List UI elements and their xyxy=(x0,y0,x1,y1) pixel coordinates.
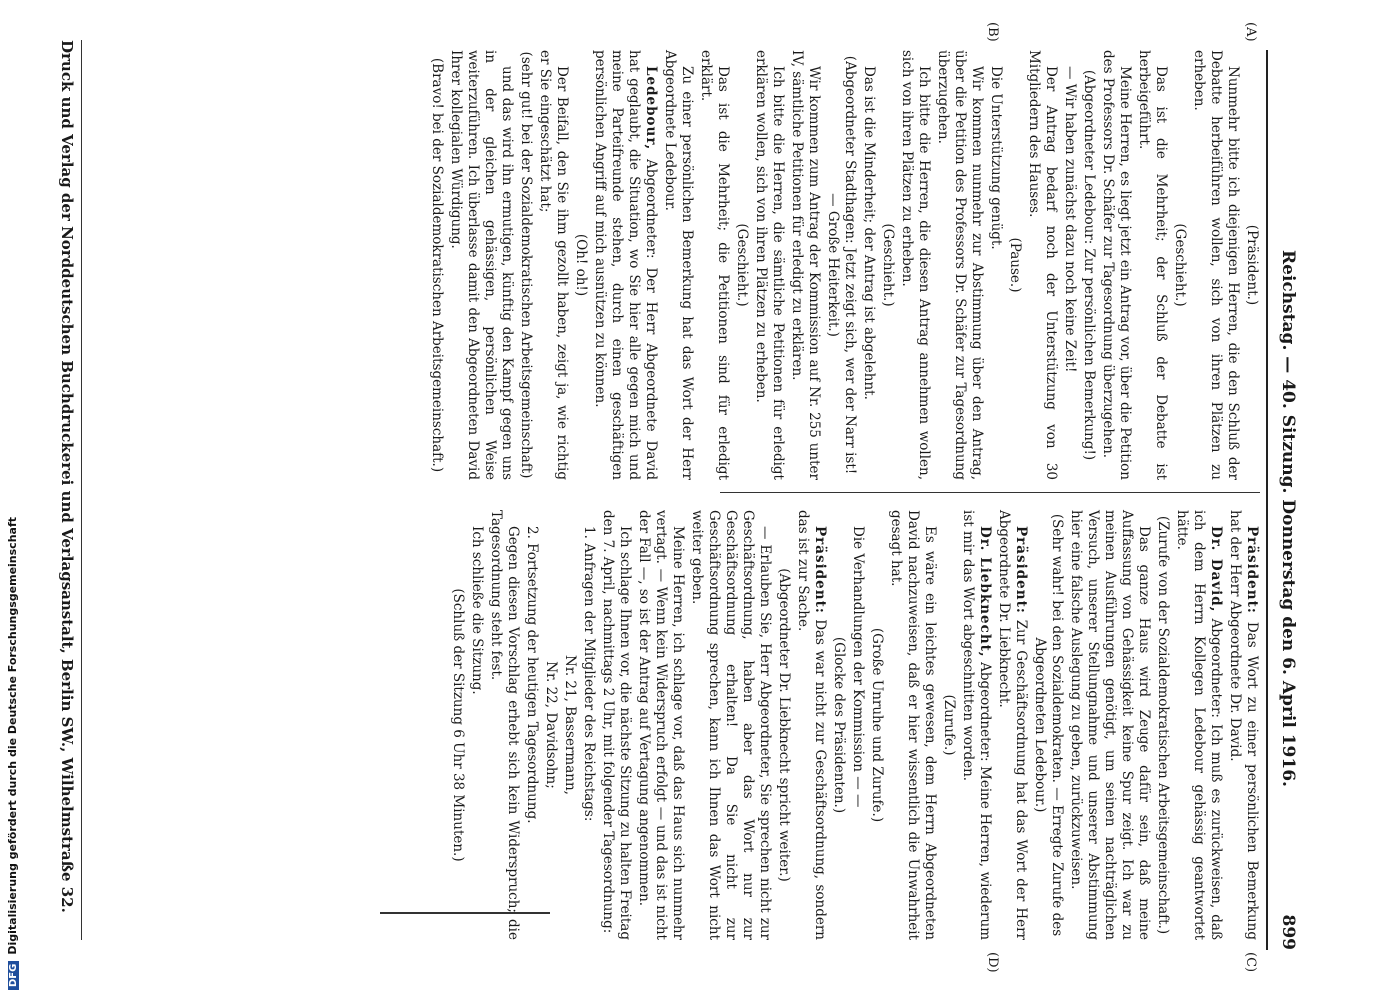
header-rule xyxy=(1266,50,1268,950)
margin-marker-c: (C) xyxy=(1243,952,1258,973)
right-column xyxy=(450,510,1260,941)
agenda-subitem: Nr. 22, Davidsohn; xyxy=(543,661,559,789)
speaker-name: Präsident: xyxy=(812,526,828,614)
speech-text: Das Wort zu einer persönlichen Bemerkung hat der Herr Abgeordnete Dr. David. xyxy=(1227,510,1260,941)
speaker-name: Dr. Liebknecht, xyxy=(977,526,993,658)
paragraph: Wir kommen nunmehr zur Abstimmung über den Antrag, über die Petition des Professors Dr. Schäfer zur Tagesordnung überzugehen. xyxy=(935,50,985,480)
paragraph: — Wir haben zunächst dazu noch keine Zeit! xyxy=(1062,66,1078,373)
paragraph: Der Beifall, den Sie ihm gezollt haben, zeigt ja, wie richtig er Sie eingeschätzt hat; xyxy=(537,50,570,480)
footer-rule xyxy=(81,40,82,940)
paragraph: Ich schließe die Sitzung. xyxy=(469,526,485,695)
speaker-name: Ledebour, xyxy=(643,66,659,151)
speech-text: Abgeordneter: Meine Herren, wiederum ist mir das Wort abgeschnitten worden. xyxy=(960,510,993,941)
paragraph: Das ist die Mehrheit; die Petitionen sind für erledigt erklärt. xyxy=(698,50,731,480)
paragraph: Die Unterstützung genügt. xyxy=(988,66,1004,250)
session-end-note: (Schluß der Sitzung 6 Uhr 38 Minuten.) xyxy=(450,588,466,862)
speaker-name: Präsident: xyxy=(1013,526,1029,614)
page-number: 899 xyxy=(1278,914,1298,950)
interjection: (sehr gut! bei der Sozialdemokratischen Arbeitsgemeinschaft) xyxy=(518,51,534,479)
margin-marker-b: (B) xyxy=(985,22,1000,42)
interjection: (Sehr wahr! bei den Sozialdemokraten. — Erregte Zurufe des Abgeordneten Ledebour.) xyxy=(1032,513,1065,937)
credit-text: Digitalisierung gefördert durch die Deutsche Forschungsgemeinschaft xyxy=(6,516,19,955)
interjection: (Abgeordneter Stadthagen: Jetzt zeigt sich, wer der Narr ist! — Große Heiterkeit.) xyxy=(825,55,858,475)
paragraph: und das wird ihn ermutigen, künftig den Kampf gegen uns in der gleichen gehässigen, persönlichen Weise weiterzuführen. Ich überlasse damit den Abgeordneten David Ihrer kollegialen Würdigung. xyxy=(448,50,515,480)
speaker-name: Dr. David, xyxy=(1208,526,1224,613)
interjection: (Glocke des Präsidenten.) xyxy=(831,636,847,814)
paragraph: Wir kommen zum Antrag der Kommission auf Nr. 255 unter IV, sämtliche Petitionen für erledigt zu erklären. xyxy=(789,50,822,480)
paragraph: Nunmehr bitte ich diejenigen Herren, die den Schluß der Debatte herbeiführen wollen, sich von ihren Plätzen zu erheben. xyxy=(1191,50,1241,480)
interjection: (Geschieht.) xyxy=(734,223,750,307)
paragraph: Meine Herren, es liegt jetzt ein Antrag vor, über die Petition des Professors Dr. Schäfer zur Tagesordnung überzugehen. xyxy=(1100,50,1133,480)
interjection: (Bravo! bei der Sozialdemokratischen Arbeitsgemeinschaft.) xyxy=(429,57,445,473)
imprint: Druck und Verlag der Norddeutschen Buchdruckerei und Verlagsanstalt, Berlin SW., Wilhelmstraße 32. xyxy=(58,40,76,913)
interjection: (Große Unruhe und Zurufe.) xyxy=(869,627,885,823)
footer xyxy=(42,40,82,960)
digitization-credit xyxy=(6,10,22,990)
interjection: (Geschieht.) xyxy=(880,223,896,307)
paragraph: Das ist die Mehrheit; der Schluß der Debatte ist herbeigeführt. xyxy=(1136,50,1169,480)
rotated-page xyxy=(420,22,1300,973)
paragraph: — Erlauben Sie, Herr Abgeordneter, Sie sprechen nicht zur Geschäftsordnung, haben aber das Wort nur zur Geschäftsordnung erhalten! Da Sie nicht zur Geschäftsordnung sprechen, kann ich Ihnen das Wort nicht weiter geben. xyxy=(689,510,773,940)
interjection: (Abgeordneter Ledebour: Zur persönlichen Bemerkung!) xyxy=(1081,69,1097,461)
paragraph: Gegen diesen Vorschlag erhebt sich kein Widerspruch; die Tagesordnung steht fest. xyxy=(488,510,521,940)
speaker-name: Präsident: xyxy=(1244,526,1260,614)
interjection: (Pause.) xyxy=(1007,237,1023,293)
paragraph: Der Antrag bedarf noch der Unterstützung von 30 Mitgliedern des Hauses. xyxy=(1026,50,1059,480)
margin-marker-a: (A) xyxy=(1243,22,1258,42)
separator-rule xyxy=(380,912,550,914)
interjection: (Abgeordneter Dr. Liebknecht spricht weiter.) xyxy=(776,568,792,882)
interjection: (Geschieht.) xyxy=(1172,223,1188,307)
interjection: (Oh! oh!) xyxy=(573,233,589,297)
page-header xyxy=(1270,50,1300,950)
paragraph: Ich schlage Ihnen vor, die nächste Sitzung zu halten Freitag den 7. April, nachmittags 2 Uhr, mit folgender Tagesordnung: xyxy=(600,510,633,940)
speech-text: Abgeordneter: Ich muß es zurückweisen, daß ich dem Herrn Kollegen Ledebour gehässig geantwortet hätte. xyxy=(1174,510,1224,940)
agenda-subitem: Nr. 21, Bassermann, xyxy=(562,655,578,795)
paragraph: Ich bitte die Herren, die sämtliche Petitionen für erledigt erklären wollen, sich von ihren Plätzen zu erheben. xyxy=(753,50,786,480)
speech-text: Das war nicht zur Geschäftsordnung, sondern das ist zur Sache. xyxy=(795,510,828,940)
paragraph: Es wäre ein leichtes gewesen, dem Herrn Abgeordneten David nachzuweisen, daß er hier wissentlich die Unwahrheit gesagt hat. xyxy=(888,510,938,940)
paragraph: Zu einer persönlichen Bemerkung hat das Wort der Herr Abgeordnete Ledebour. xyxy=(662,50,695,480)
margin-marker-d: (D) xyxy=(985,952,1000,973)
interjection: (Zurufe von der Sozialdemokratischen Arbeitsgemeinschaft.) xyxy=(1155,515,1171,935)
column-divider xyxy=(720,492,1260,493)
agenda-item: 1. Anfragen der Mitglieder des Reichstags: xyxy=(581,526,597,822)
page-title: Reichstag. — 40. Sitzung. Donnerstag den 6. April 1916. xyxy=(1278,250,1298,787)
paragraph: Die Verhandlungen der Kommission — — xyxy=(850,526,866,808)
paragraph: Meine Herren, ich schlage vor, daß das Haus sich nunmehr vertagt. — Wenn kein Widerspruch erfolgt — und das ist nicht der Fall —, so ist der Antrag auf Vertagung angenommen. xyxy=(636,510,686,940)
paragraph: Ich bitte die Herren, die diesen Antrag annehmen wollen, sich von ihren Plätzen zu erheben. xyxy=(899,50,932,480)
speech-text: Zur Geschäftsordnung hat das Wort der Herr Abgeordnete Dr. Liebknecht. xyxy=(996,510,1029,940)
left-column xyxy=(429,50,1260,481)
dfg-logo: DFG xyxy=(8,961,19,990)
agenda-item: 2. Fortsetzung der heutigen Tagesordnung. xyxy=(524,526,540,824)
speaker-label: (Präsident.) xyxy=(1244,224,1260,306)
paragraph: Das ganze Haus wird Zeuge dafür sein, daß meine Auffassung von Gehässigkeit keine Spur zeigt. Ich war zu meinen Ausführungen genötigt, um seinen nachträglichen Versuch, unserer Stellungnahme und unserer Abstimmung hier eine falsche Auslegung zu geben, zurückzuweisen. xyxy=(1068,510,1152,940)
speech-text: Abgeordneter: Der Herr Abgeordnete David hat geglaubt, die Situation, wo Sie hier alle gegen mich und meine Parteifreunde stehen, durch einen geschäftigen persönlichen Angriff auf mich ausnützen zu können. xyxy=(592,50,659,481)
interjection: (Zurufe.) xyxy=(941,694,957,756)
paragraph xyxy=(591,50,659,480)
paragraph: Das ist die Minderheit; der Antrag ist abgelehnt. xyxy=(861,66,877,400)
